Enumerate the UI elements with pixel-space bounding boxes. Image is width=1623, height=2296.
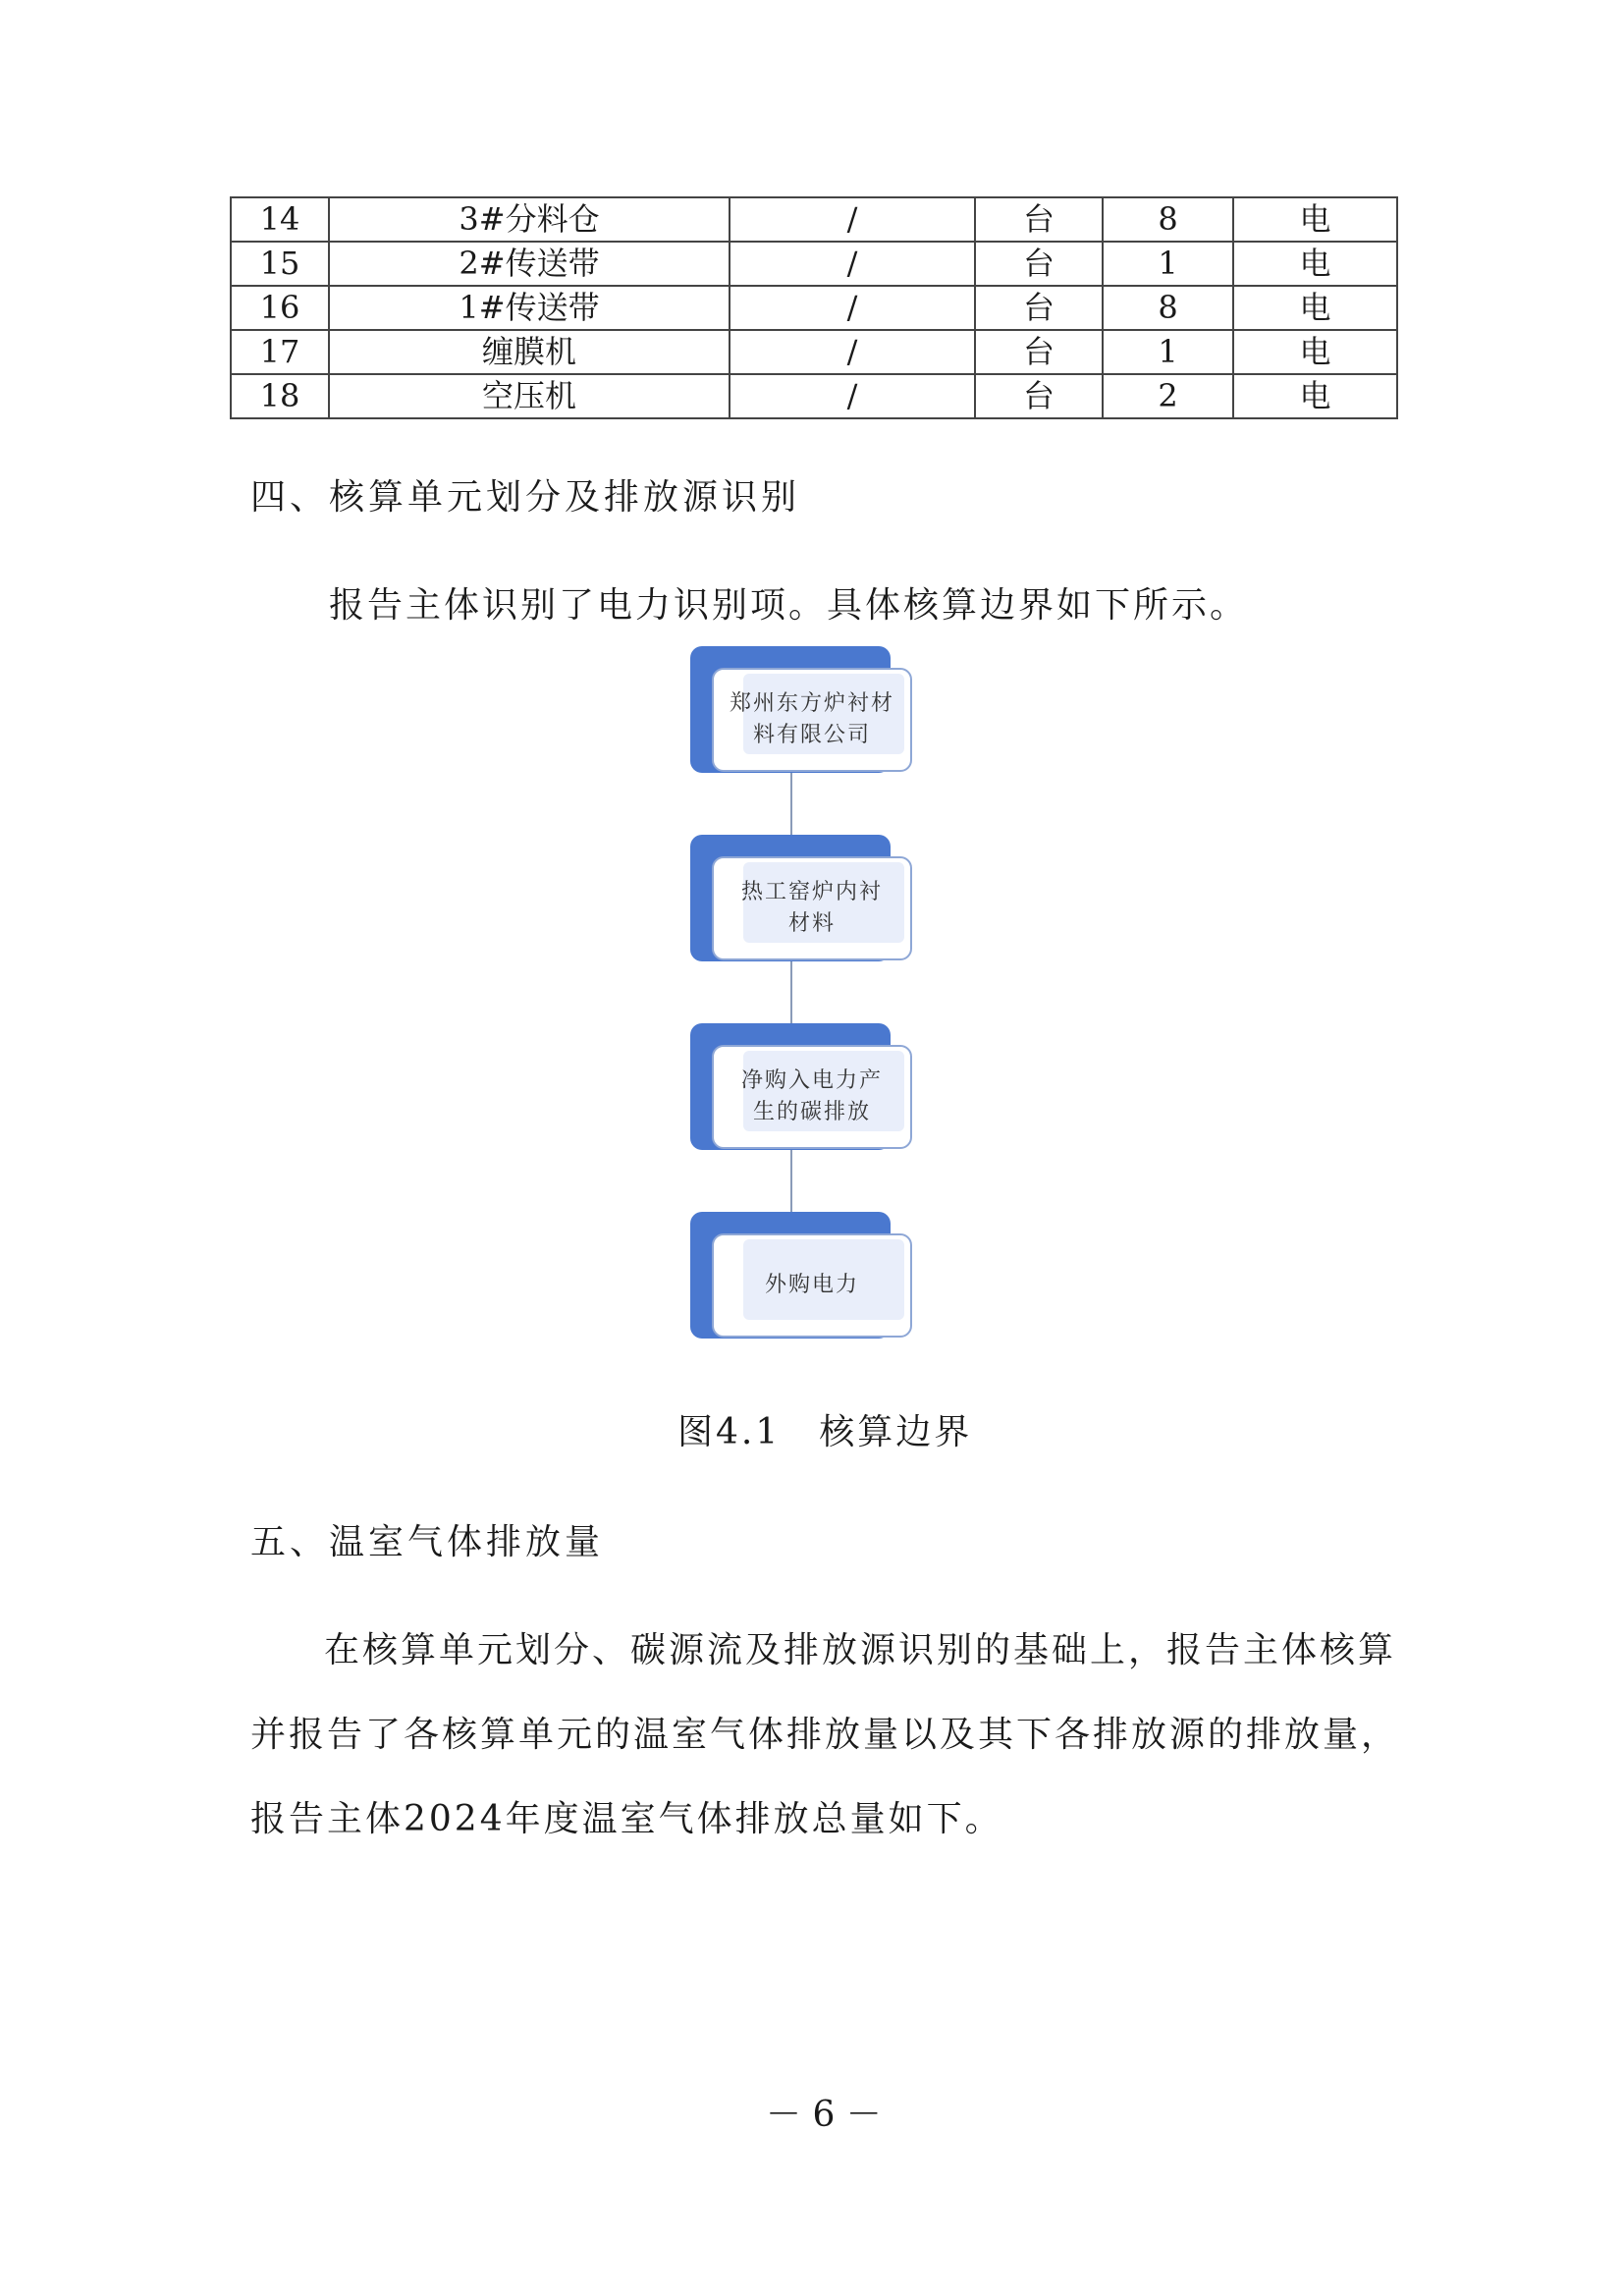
- node-label-line2: 生的碳排放: [752, 1100, 871, 1124]
- cell-model: /: [730, 242, 975, 286]
- cell-no: 17: [231, 330, 329, 374]
- cell-no: 18: [231, 374, 329, 418]
- cell-name: 1#传送带: [329, 286, 730, 330]
- diagram-node-company: [690, 646, 914, 772]
- node-label-line1: 热工窑炉内衬: [740, 880, 883, 904]
- node-label-line2: 料有限公司: [752, 723, 871, 747]
- cell-qty: 1: [1103, 330, 1233, 374]
- diagram-node-product: [690, 835, 914, 960]
- section-5-paragraph-line: 在核算单元划分、碳源流及排放源识别的基础上，报告主体核算: [324, 1630, 1397, 1670]
- figure-caption: 图4.1 核算边界: [677, 1412, 973, 1452]
- cell-unit: 台: [975, 374, 1103, 418]
- cell-name: 缠膜机: [329, 330, 730, 374]
- section-4-paragraph: 报告主体识别了电力识别项。具体核算边界如下所示。: [329, 585, 1249, 626]
- table-row: [231, 197, 1397, 242]
- cell-model: /: [730, 374, 975, 418]
- page-number: － 6 －: [766, 2095, 882, 2135]
- cell-energy: 电: [1233, 374, 1397, 418]
- table-row: [231, 286, 1397, 330]
- cell-no: 15: [231, 242, 329, 286]
- cell-energy: 电: [1233, 330, 1397, 374]
- cell-energy: 电: [1233, 242, 1397, 286]
- equipment-table: [230, 196, 1398, 419]
- node-label-line1: 净购入电力产: [740, 1068, 883, 1093]
- table-row: [231, 330, 1397, 374]
- cell-name: 3#分料仓: [329, 197, 730, 242]
- diagram-node-emission: [690, 1023, 914, 1149]
- cell-model: /: [730, 197, 975, 242]
- section-5-heading: 五、温室气体排放量: [250, 1522, 605, 1562]
- table-row: [231, 242, 1397, 286]
- cell-qty: 2: [1103, 374, 1233, 418]
- cell-qty: 8: [1103, 286, 1233, 330]
- cell-no: 16: [231, 286, 329, 330]
- node-label-line2: 材料: [787, 911, 836, 936]
- cell-name: 空压机: [329, 374, 730, 418]
- cell-unit: 台: [975, 197, 1103, 242]
- section-4-heading: 四、核算单元划分及排放源识别: [250, 477, 801, 518]
- cell-energy: 电: [1233, 197, 1397, 242]
- cell-qty: 8: [1103, 197, 1233, 242]
- section-5-paragraph-line: 报告主体2024年度温室气体排放总量如下。: [250, 1799, 1003, 1839]
- cell-name: 2#传送带: [329, 242, 730, 286]
- cell-unit: 台: [975, 286, 1103, 330]
- cell-qty: 1: [1103, 242, 1233, 286]
- diagram-node-purchased-power: [690, 1212, 914, 1338]
- cell-no: 14: [231, 197, 329, 242]
- table-row: [231, 374, 1397, 418]
- cell-model: /: [730, 330, 975, 374]
- section-5-paragraph-line: 并报告了各核算单元的温室气体排放量以及其下各排放源的排放量，: [250, 1715, 1400, 1755]
- cell-unit: 台: [975, 242, 1103, 286]
- node-label-line1: 郑州东方炉衬材: [729, 691, 894, 716]
- cell-energy: 电: [1233, 286, 1397, 330]
- cell-model: /: [730, 286, 975, 330]
- node-label-line1: 外购电力: [764, 1273, 859, 1297]
- cell-unit: 台: [975, 330, 1103, 374]
